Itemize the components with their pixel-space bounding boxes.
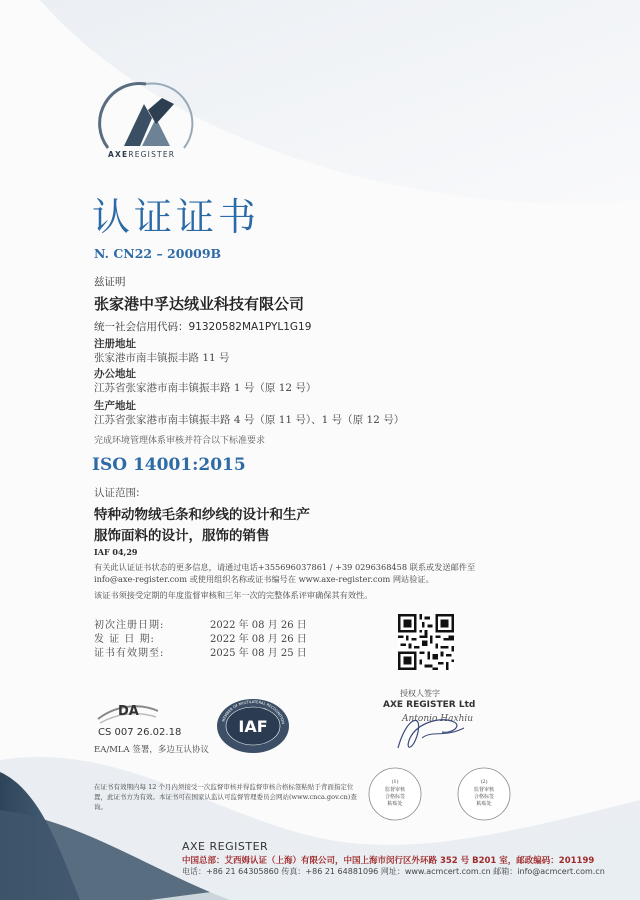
certificate-title: 认证证书 <box>92 195 261 239</box>
production-address: 江苏省张家港市南丰镇振丰路 4 号（原 11 号）、1 号（原 12 号） <box>94 414 405 426</box>
fine-print: 在证书有效期内每 12 个月内须接受一次监督审核并得监督审核合格标签粘贴于背面指定位置，此证书方为有效。本证书可在国家认监认可监督管理委员会网站(www.cnca.gov.cn)查询。 <box>94 783 357 811</box>
office-address-label: 办公地址 <box>94 368 136 380</box>
footer-headquarters: 中国总部：艾西姆认证（上海）有限公司，中国上海市闵行区外环路 352 号 B201 室，邮政编码：201199 <box>182 856 595 866</box>
seal-line: 合格标签 <box>473 794 495 800</box>
surveillance-seal-2 <box>456 766 512 822</box>
production-address-label: 生产地址 <box>94 400 136 412</box>
ea-mla-text: EA/MLA 签署，多边互认协议 <box>94 745 209 755</box>
qr-code <box>398 614 454 670</box>
hereby-certify: 兹证明 <box>94 276 126 288</box>
info-line-3: 该证书须接受定期的年度监督审核和三年一次的完整体系评审确保其有效性。 <box>94 590 373 600</box>
date-row <box>94 644 334 658</box>
signer-name: Antonio Haxhiu <box>402 714 474 724</box>
logo-wordmark: AXEREGISTER <box>108 150 176 159</box>
scope-line-1: 特种动物绒毛条和纱线的设计和生产 <box>94 507 310 523</box>
seal-line: (2) <box>480 779 488 785</box>
date-row <box>94 616 334 630</box>
iaf-ring-text: MEMBER OF MULTILATERAL RECOGNITION <box>221 700 285 725</box>
office-address: 江苏省张家港市南丰镇振丰路 1 号（原 12 号） <box>94 382 317 394</box>
info-line-2: info@axe-register.com 或使用组织名称或证书编号在 www.axe-register.com 网站验证。 <box>94 574 434 584</box>
footer-brand: AXE REGISTER <box>182 840 269 853</box>
credit-code: 统一社会信用代码：91320582MA1PYL1G19 <box>94 321 312 333</box>
seal-line: 粘贴处 <box>387 801 403 807</box>
date-label: 证书有效期至: <box>94 648 165 659</box>
iso-standard: ISO 14001:2015 <box>92 455 246 475</box>
surveillance-seal-1 <box>367 766 423 822</box>
iaf-badge <box>216 698 290 754</box>
accredia-letters: DA <box>118 704 139 719</box>
signer-title: 授权人签字 <box>400 689 440 698</box>
accredia-logo <box>96 697 160 725</box>
seal-line: 粘贴处 <box>476 801 492 807</box>
date-value: 2025 年 08 月 25 日 <box>210 648 307 659</box>
requirement-text: 完成环境管理体系审核并符合以下标准要求 <box>94 436 266 446</box>
date-label: 初次注册日期: <box>94 620 165 631</box>
date-value: 2022 年 08 月 26 日 <box>210 620 307 631</box>
date-label: 发 证 日 期: <box>94 634 155 645</box>
footer-contact: 电话：+86 21 64305860 传真：+86 21 64881096 网址：www.acmcert.com.cn 邮箱：info@acmcert.com.cn <box>182 867 605 876</box>
registered-address-label: 注册地址 <box>94 338 136 350</box>
certificate-number: N. CN22 – 20009B <box>94 246 222 261</box>
scope-line-2: 服饰面料的设计，服饰的销售 <box>94 528 270 544</box>
seal-line: 合格标签 <box>384 794 406 800</box>
dates-table <box>94 616 334 658</box>
company-name: 张家港中孚达绒业科技有限公司 <box>94 295 305 313</box>
date-value: 2022 年 08 月 26 日 <box>210 634 307 645</box>
registered-address: 张家港市南丰镇振丰路 11 号 <box>94 352 230 364</box>
iaf-letters: IAF <box>238 717 268 736</box>
seal-line: (1) <box>391 779 399 785</box>
seal-line: 监督审核 <box>473 787 495 793</box>
seal-line: 监督审核 <box>384 787 406 793</box>
cs-code: CS 007 26.02.18 <box>98 727 182 738</box>
signer-company: AXE REGISTER Ltd <box>383 700 476 710</box>
info-line-1: 有关此认证证书状态的更多信息，请通过电话+355696037861 / +39 0296368458 联系或发送邮件至 <box>94 562 476 572</box>
date-row <box>94 630 334 644</box>
signature-graphic <box>392 708 472 754</box>
iaf-code: IAF 04,29 <box>94 547 138 557</box>
scope-label: 认证范围: <box>94 487 140 499</box>
